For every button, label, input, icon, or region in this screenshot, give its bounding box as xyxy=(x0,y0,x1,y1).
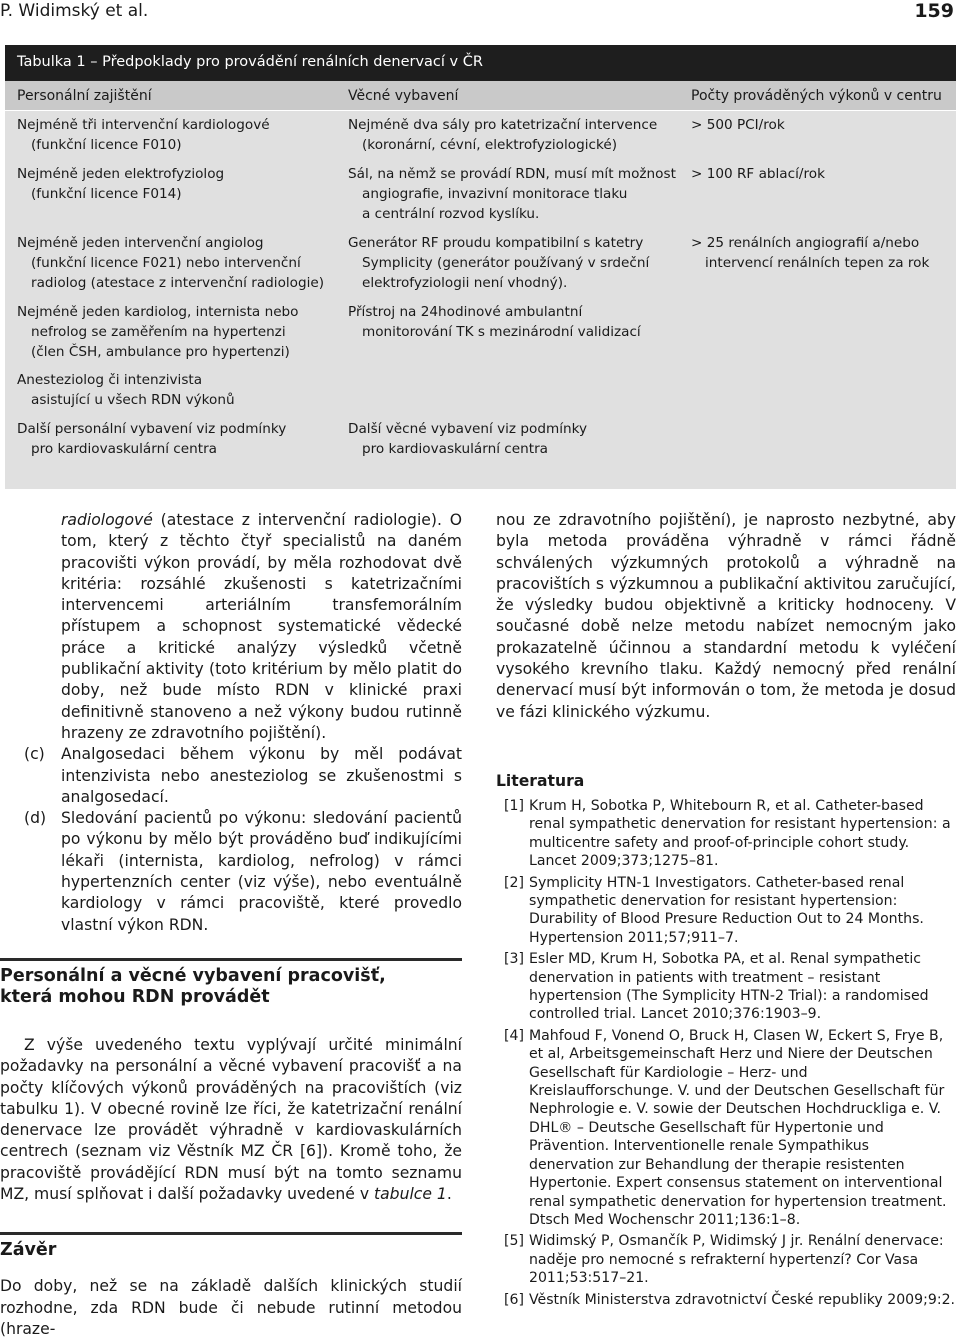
table-1 xyxy=(5,45,956,489)
reference-text: Věstník Ministerstva zdravotnictví České republiky 2009;9:2. xyxy=(529,1291,956,1308)
table-cell-line: > 25 renálních angiografií a/nebo xyxy=(691,235,920,251)
table-cell-line: pro kardiovaskulární centra xyxy=(362,441,548,457)
table-column-header: Věcné vybavení xyxy=(348,88,459,104)
reference-number: [3] xyxy=(504,951,524,968)
table-cell-counts xyxy=(691,233,929,273)
table-cell-line: > 100 RF ablací/rok xyxy=(691,166,825,182)
section-paragraph: Do doby, než se na základě dalších klinických studií rozhodne, zda RDN bude či nebude rutinní metodou (hraze- xyxy=(0,1277,462,1338)
table-cell-personnel xyxy=(17,370,235,410)
reference-text: Widimský P, Osmančík P, Widimský J jr. Renální denervace: naděje pro nemocné s refrakterní hypertenzí? Cor Vasa 2011;53:517–21. xyxy=(529,1233,944,1287)
table-cell-line: pro kardiovaskulární centra xyxy=(31,441,217,457)
reference-item xyxy=(496,797,956,871)
table-cell-line: Nejméně jeden intervenční angiolog xyxy=(17,235,264,251)
right-text-column xyxy=(496,510,956,1312)
section-heading: Personální a věcné vybavení pracovišť, která mohou RDN provádět xyxy=(0,965,386,1007)
reference-number: [1] xyxy=(504,797,524,814)
table-cell-line: monitorování TK s mezinárodní validizací xyxy=(362,324,641,340)
running-head-author: P. Widimský et al. xyxy=(0,1,149,21)
table-cell-line: Nejméně jeden elektrofyziolog xyxy=(17,166,225,182)
table-cell-line: Nejméně dva sály pro katetrizační intervence xyxy=(348,117,658,133)
table-cell-line: (člen ČSH, ambulance pro hypertenzi) xyxy=(31,344,290,360)
table-cell-equipment xyxy=(348,164,676,224)
table-cell-line: > 500 PCI/rok xyxy=(691,117,785,133)
table-cell-counts xyxy=(691,115,785,135)
section-heading: Závěr xyxy=(0,1240,57,1261)
paragraph-continuation: nou ze zdravotního pojištění), je naprosto nezbytné, aby byla metoda prováděna výhradně v rámci řádně schválených výzkumných protokolů a výhradně na pracovištích s výzkumnou a publikační aktivitou zaručující, že výsledky budou objektivně a kriticky hodnoceny. V současné době nelze metodu nabízet nemocným jako prokazatelně účinnou a standardní metodu k vyléčení vysokého krevního tlaku. Každý nemocný před renální denervací musí být informován o tom, že metoda je dosud ve fázi klinického výzkumu. xyxy=(496,511,956,721)
table-cell-line: Sál, na němž se provádí RDN, musí mít možnost xyxy=(348,166,676,182)
table-cell-line: Anesteziolog či intenzivista xyxy=(17,372,203,388)
table-cell-personnel xyxy=(17,302,299,362)
table-cell-equipment xyxy=(348,233,649,293)
table-cell-line: Přístroj na 24hodinové ambulantní xyxy=(348,304,583,320)
paragraph-item-b-continuation: radiologové (atestace z intervenční radiologie). O tom, který z těchto čtyř specialistů na daném pracovišti výkon provádí, by měla rozhodovat dvě kritéria: rozsáhlé zkušenosti s katetrizačními intervencemi arteriálním transfemorálním přístupem a schopnost systematické vědecké práce a kritické analýzy výsledků včetně publikační aktivity (toto kritérium by mělo platit do doby, než bude místo RDN v klinické praxi definitivně stanoveno a než výkony budou rutinně hrazeny ze zdravotního pojištění). xyxy=(61,511,462,742)
table-cell-line: (funkční licence F021) nebo intervenční xyxy=(31,255,301,271)
table-header-row xyxy=(5,81,956,111)
table-cell-line: Další věcné vybavení viz podmínky xyxy=(348,421,588,437)
table-cell-line: (funkční licence F010) xyxy=(31,137,182,153)
table-column-header: Počty prováděných výkonů v centru xyxy=(691,88,942,104)
table-cell-line: Nejméně jeden kardiolog, internista nebo xyxy=(17,304,299,320)
table-cell-line: (funkční licence F014) xyxy=(31,186,182,202)
reference-item xyxy=(496,1027,956,1229)
section-paragraph: Z výše uvedeného textu vyplývají určité minimální požadavky na personální a věcné vybavení pracovišť a na počty klíčových výkonů prováděných na pracovištích (viz tabulku 1). V obecné rovině lze říci, že katetrizační renální denervace lze provádět výhradně v kardiovaskulárních centrech (seznam viz Věstník MZ ČR [6]). Kromě toho, že pracoviště provádějící RDN musí být na tomto seznamu MZ, musí splňovat i další požadavky uvedené v tabulce 1. xyxy=(0,1035,462,1204)
table-cell-line: Další personální vybavení viz podmínky xyxy=(17,421,287,437)
section-rule xyxy=(0,1232,462,1235)
table-column-header: Personální zajištění xyxy=(17,88,152,104)
table-cell-personnel xyxy=(17,115,270,155)
left-text-column xyxy=(0,510,462,1340)
reference-text: Symplicity HTN-1 Investigators. Catheter-based renal sympathetic denervation for resistant hypertension: Durability of Blood Presure Reduction Out to 24 Months. Hypertension 2011;57;911–7. xyxy=(529,874,924,946)
table-cell-line: angiografie, invazivní monitorace tlaku xyxy=(362,186,628,202)
table-cell-line: Nejméně tři intervenční kardiologové xyxy=(17,117,270,133)
table-cell-equipment xyxy=(348,419,587,459)
table-cell-line: intervencí renálních tepen za rok xyxy=(705,255,930,271)
table-cell-counts xyxy=(691,164,825,184)
table-cell-line: elektrofyziologii není vhodný). xyxy=(362,275,568,291)
page-number: 159 xyxy=(914,0,954,22)
reference-item xyxy=(496,950,956,1024)
reference-item xyxy=(496,874,956,948)
table-cell-line: (koronární, cévní, elektrofyziologické) xyxy=(362,137,618,153)
reference-text: Krum H, Sobotka P, Whitebourn R, et al. Catheter-based renal sympathetic denervation for resistant hypertension: a multicentre safety and proof-of-principle cohort study. Lancet 2009;373;1275–81. xyxy=(529,797,951,870)
references-heading: Literatura xyxy=(496,771,585,790)
italic-term: radiologové xyxy=(61,511,153,529)
table-caption: Tabulka 1 – Předpoklady pro provádění renálních denervací v ČR xyxy=(5,45,956,81)
reference-item xyxy=(496,1232,956,1287)
list-item-d: (d) Sledování pacientů po výkonu: sledování pacientů po výkonu by mělo být prováděno buď indikujícími lékaři (internista, kardiolog, nefrolog) v rámci hypertenzních center (viz výše), nebo eventuálně kardiology v rámci pracoviště, které provedlo vlastní výkon RDN. xyxy=(24,809,462,934)
table-cell-line: Generátor RF proudu kompatibilní s katetry xyxy=(348,235,644,251)
list-item-c: (c) Analgosedaci během výkonu by měl podávat intenzivista nebo anesteziolog se zkušenostmi s analgosedací. xyxy=(24,745,462,806)
reference-item xyxy=(496,1291,956,1309)
reference-number: [2] xyxy=(504,874,524,891)
table-cell-line: radiolog (atestace z intervenční radiologie) xyxy=(31,275,325,291)
table-cell-personnel xyxy=(17,233,324,293)
table-cell-line: Symplicity (generátor používaný v srdeční xyxy=(362,255,650,271)
list-item-label: (d) xyxy=(24,809,47,828)
reference-number: [6] xyxy=(504,1291,524,1308)
running-head xyxy=(0,0,960,26)
section-rule xyxy=(0,958,462,961)
reference-text: Esler MD, Krum H, Sobotka PA, et al. Renal sympathetic denervation in patients with treatment – resistant hypertension (The Symplicity HTN-2 Trial): a randomised controlled trial. Lancet 2010;376:1903–9. xyxy=(529,951,929,1023)
table-cell-line: a centrální rozvod kyslíku. xyxy=(362,206,540,222)
table-cell-line: asistující u všech RDN výkonů xyxy=(31,392,235,408)
table-cell-equipment xyxy=(348,115,657,155)
reference-text: Mahfoud F, Vonend O, Bruck H, Clasen W, Eckert S, Frye B, et al, Arbeitsgemeinschaft Herz und Niere der Deutschen Gesellschaft für Kardiologie – Herz- und Kreislaufforschunge. V. und der Deutschen Gesellschaft für Nephrologie e. V. sowie der Deutschen Hochdruckliga e. V. DHL® – Deutsche Gesellschaft für Hypertonie und Prävention. Interventionelle renale Sympathikus denervation zur Behandlung der therapie resistenten Hypertonie. Expert consensus statement on interventional renal sympathetic denervation for hypertension treatment. Dtsch Med Wochenschr 2011;136:1–8. xyxy=(529,1027,947,1228)
reference-number: [5] xyxy=(504,1233,524,1250)
reference-number: [4] xyxy=(504,1027,524,1044)
table-cell-line: nefrolog se zaměřením na hypertenzi xyxy=(31,324,286,340)
references-list xyxy=(496,797,956,1309)
table-cell-personnel xyxy=(17,419,286,459)
table-cell-personnel xyxy=(17,164,224,204)
table-cell-equipment xyxy=(348,302,641,342)
list-item-label: (c) xyxy=(24,745,45,764)
